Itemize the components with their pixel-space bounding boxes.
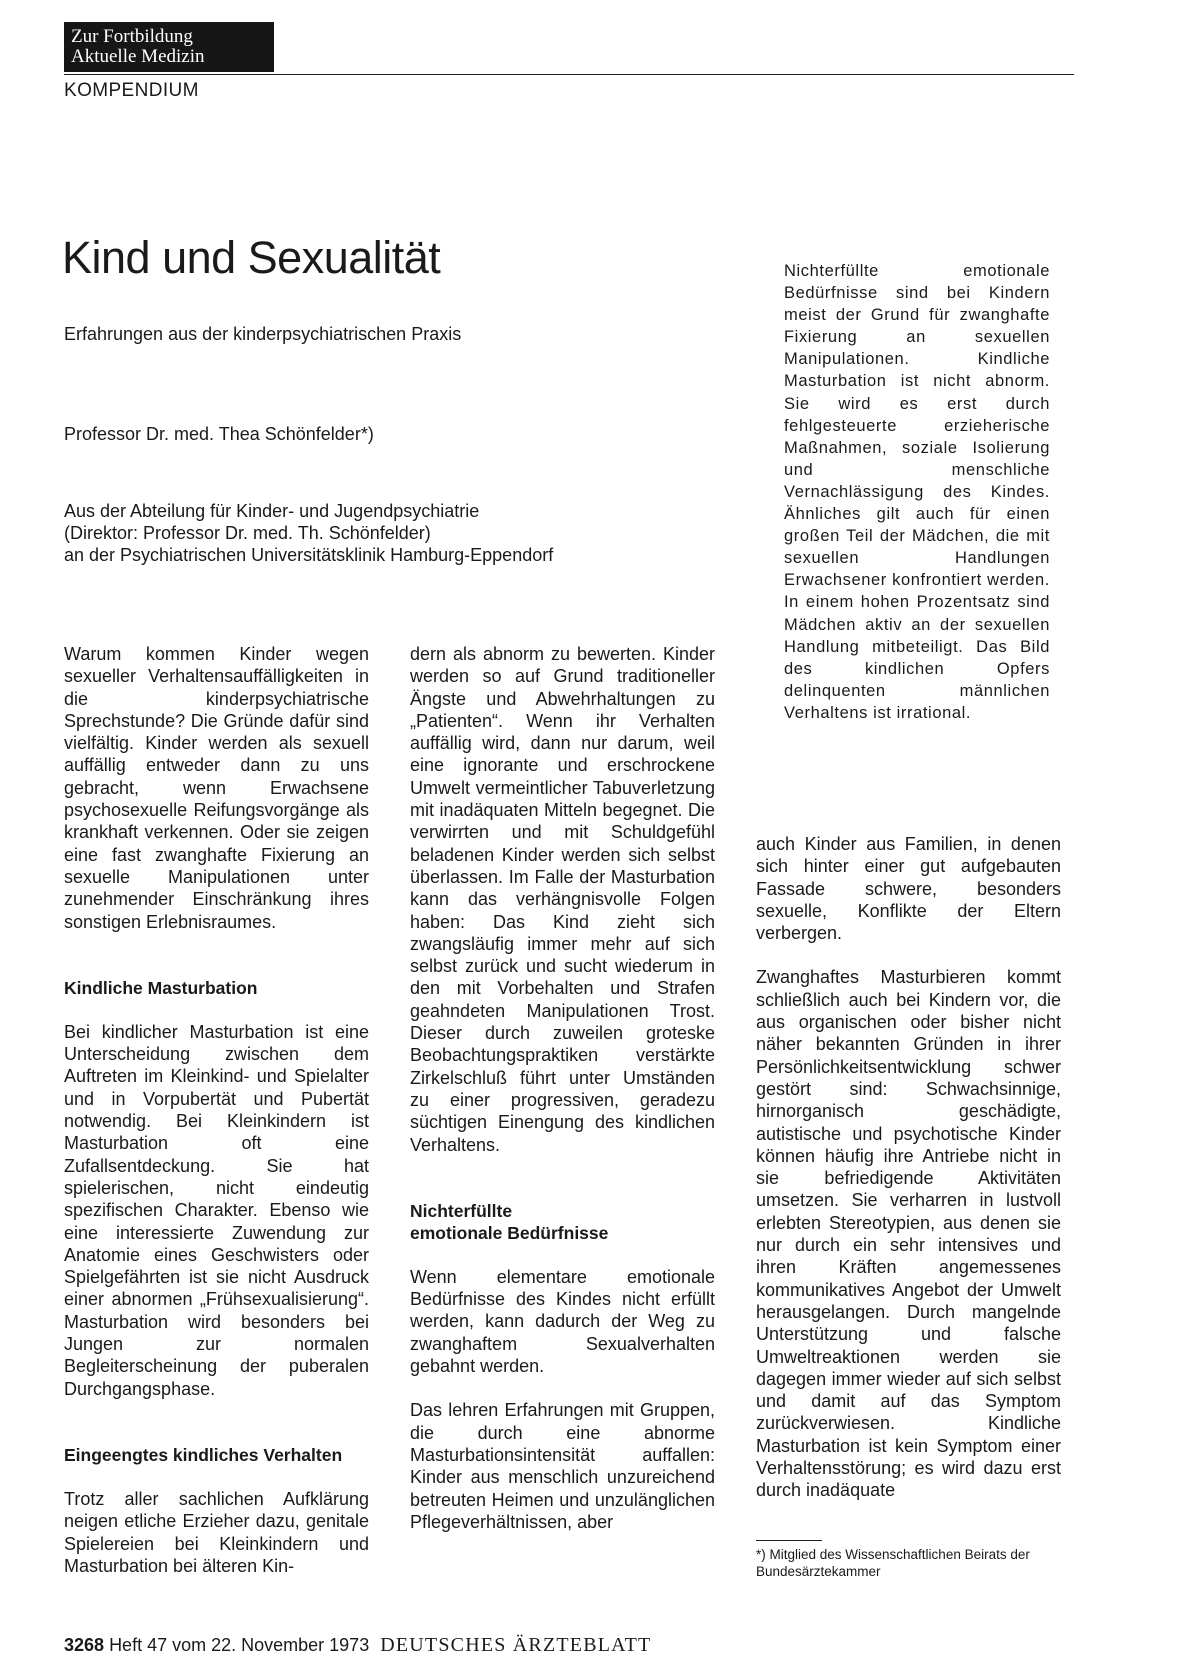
section-label: KOMPENDIUM [64,80,199,101]
section-heading: Eingeengtes kindliches Verhalten [64,1444,343,1465]
column-1 [64,643,369,1577]
journal-name: DEUTSCHES ÄRZTEBLATT [380,1634,652,1656]
article-subtitle: Erfahrungen aus der kinderpsychiatrischen Praxis [64,324,462,344]
section-heading-line-2: emotionale Bedürfnisse [410,1222,609,1243]
issue-info: Heft 47 vom 22. November 1973 [109,1635,370,1655]
column-3 [756,833,1061,1502]
paragraph: dern als abnorm zu bewerten. Kinder werden so auf Grund traditioneller Ängste und Abwehrhaltungen zu „Patienten“. Wenn ihr Verhalten auffällig wird, dann nur darum, weil eine ignorante und erschrockene Umwelt vermeintlicher Tabuverletzung mit inadäquaten Mitteln begegnet. Die verwirrten und mit Schuldgefühl beladenen Kinder werden sich selbst überlassen. Im Falle der Masturbation kann das verhängnisvolle Folgen haben: Das Kind zieht sich zwangsläufig immer mehr auf sich selbst zurück und sucht wiederum in den mit Vorbehalten und Strafen geahndeten Manipulationen Trost. Dieser durch zuweilen groteske Beobachtungspraktiken verstärkte Zirkelschluß führt unter Umständen zu einer progressiven, geradezu süchtigen Einengung des kindlichen Verhaltens. [410,644,715,1155]
paragraph: auch Kinder aus Familien, in denen sich hinter einer gut aufgebauten Fassade schwere, besonders sexuelle, Konflikte der Eltern verbergen. [756,834,1061,944]
page-footer [64,1634,651,1657]
affiliation-line-2: (Direktor: Professor Dr. med. Th. Schönfelder) [64,523,431,543]
badge-line-2: Aktuelle Medizin [71,46,205,67]
section-badge [64,22,274,72]
paragraph: Wenn elementare emotionale Bedürfnisse des Kindes nicht erfüllt werden, kann dadurch der Weg zu zwanghaftem Sexualverhalten gebahnt werden. [410,1266,715,1377]
paragraph: Trotz aller sachlichen Aufklärung neigen etliche Erzieher dazu, genitale Spielereien bei Kleinkindern und Masturbation bei älteren Kin- [64,1488,369,1576]
badge-line-1: Zur Fortbildung [71,26,193,47]
affiliation [64,500,553,566]
paragraph: Warum kommen Kinder wegen sexueller Verhaltensauffälligkeiten in die kinderpsychiatrische Sprechstunde? Die Gründe dafür sind vielfältig. Kinder werden als sexuell auffällig entweder dann zu uns gebracht, wenn Erwachsene psychosexuelle Reifungsvorgänge als krankhaft verkennen. Oder sie zeigen eine fast zwanghafte Fixierung an sexuelle Manipulationen unter zunehmender Einschränkung ihres sonstigen Erlebnisraumes. [64,644,369,932]
affiliation-line-3: an der Psychiatrischen Universitätsklinik Hamburg-Eppendorf [64,545,554,565]
pullquote-text: Nichterfüllte emotionale Bedürfnisse sind bei Kindern meist der Grund für zwanghafte Fixierung an sexuellen Manipulationen. Kindliche Masturbation ist nicht abnorm. Sie wird es erst durch fehlgesteuerte erzieherische Maßnahmen, soziale Isolierung und menschliche Vernachlässigung des Kindes. Ähnliches gilt auch für einen großen Teil der Mädchen, die mit sexuellen Handlungen Erwachsener konfrontiert werden. In einem hohen Prozentsatz sind Mädchen aktiv an der sexuellen Handlung mitbeteiligt. Das Bild des kindlichen Opfers delinquenten männlichen Verhaltens ist irrational. [784,262,1050,722]
section-heading: Kindliche Masturbation [64,977,258,998]
footnote-rule [756,1540,822,1541]
article-author: Professor Dr. med. Thea Schönfelder*) [64,424,374,444]
footnote: *) Mitglied des Wissenschaftlichen Beirats der Bundesärztekammer [756,1547,1030,1579]
pullquote [784,260,1050,724]
section-heading-line-1: Nichterfüllte [410,1200,513,1221]
affiliation-line-1: Aus der Abteilung für Kinder- und Jugendpsychiatrie [64,501,480,521]
article-title: Kind und Sexualität [62,232,441,283]
page-number: 3268 [64,1635,105,1655]
paragraph: Das lehren Erfahrungen mit Gruppen, die durch eine abnorme Masturbationsintensität auffallen: Kinder aus menschlich unzureichend betreuten Heimen und unzulänglichen Pflegeverhältnissen, aber [410,1400,715,1532]
header-rule [64,74,1074,75]
paragraph: Zwanghaftes Masturbieren kommt schließlich auch bei Kindern vor, die aus organischen oder bisher nicht näher bekannten Gründen in ihrer Persönlichkeitsentwicklung schwer gestört sind: Schwachsinnige, hirnorganisch geschädigte, autistische und psychotische Kinder können häufig ihre Antriebe nicht in sie befriedigende Aktivitäten umsetzen. Sie verharren in lustvoll erlebten Stereotypien, aus denen sie nur durch ein sehr intensives und ihren Kräften angemessenes kommunikatives Angebot der Umwelt herausgelangen. Durch mangelnde Unterstützung und falsche Umweltreaktionen werden sie dagegen immer wieder auf sich selbst und damit auf das Symptom zurückverwiesen. Kindliche Masturbation ist kein Symptom einer Verhaltensstörung; es wird dazu erst durch inadäquate [756,967,1061,1501]
paragraph: Bei kindlicher Masturbation ist eine Unterscheidung zwischen dem Auftreten im Kleinkind- und Spielalter und in Vorpubertät und Pubertät notwendig. Bei Kleinkindern ist Masturbation oft eine Zufallsentdeckung. Sie hat spielerischen, nicht eindeutig spezifischen Charakter. Ebenso wie eine interessierte Zuwendung zur Anatomie eines Geschwisters oder Spielgefährten ist sie nicht Ausdruck einer abnormen „Frühsexualisierung“. Masturbation wird besonders bei Jungen zur normalen Begleiterscheinung der puberalen Durchgangsphase. [64,1021,369,1399]
column-2 [410,643,715,1533]
